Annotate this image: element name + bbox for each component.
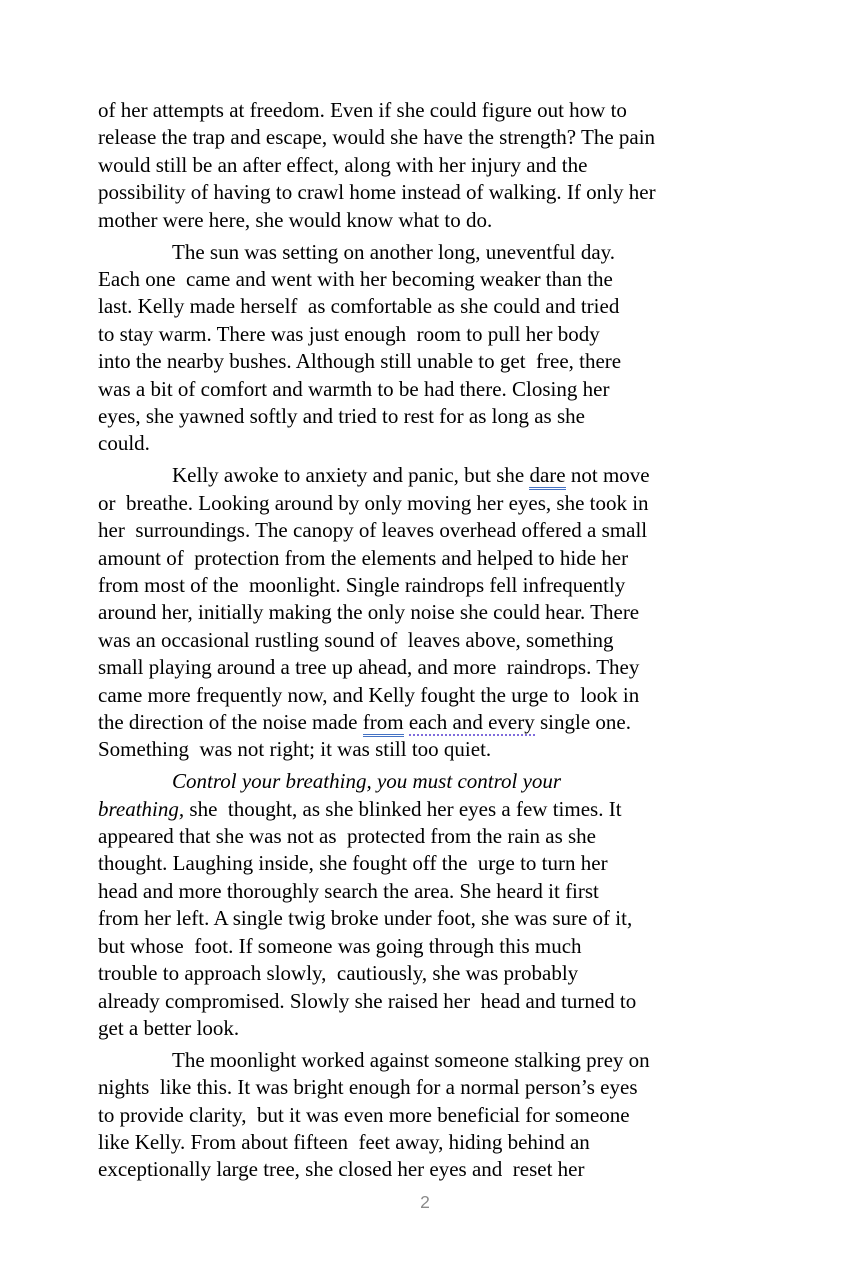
text-line — [98, 517, 788, 544]
text-line — [98, 179, 788, 206]
text-segment: thought. Laughing inside, she fought off the urge to turn her — [98, 851, 608, 876]
text-line — [98, 1156, 788, 1183]
text-segment: could. — [98, 431, 150, 456]
text-line — [98, 709, 788, 736]
text-segment: to stay warm. There was just enough room to pull her body — [98, 321, 600, 346]
text-segment: she thought, as she blinked her eyes a few times. It — [184, 796, 622, 821]
text-segment: eyes, she yawned softly and tried to rest for as long as she — [98, 403, 585, 428]
text-line — [98, 124, 788, 151]
page-text-content — [98, 97, 788, 1188]
text-segment: like Kelly. From about fifteen feet away, hiding behind an — [98, 1130, 590, 1155]
text-line — [98, 905, 788, 932]
italic-text: breathing, — [98, 796, 185, 821]
text-line — [98, 293, 788, 320]
text-segment: from her left. A single twig broke under foot, she was sure of it, — [98, 906, 633, 931]
text-segment: head and more thoroughly search the area. She heard it first — [98, 878, 599, 903]
text-line — [98, 462, 788, 489]
text-segment: The moonlight worked against someone stalking prey on — [172, 1047, 650, 1072]
text-line — [98, 796, 788, 823]
text-line — [98, 348, 788, 375]
text-segment: possibility of having to crawl home instead of walking. If only her — [98, 180, 656, 205]
text-line — [98, 207, 788, 234]
text-line — [98, 823, 788, 850]
text-line — [98, 654, 788, 681]
text-line — [98, 850, 788, 877]
text-segment: last. Kelly made herself as comfortable as she could and tried — [98, 294, 620, 319]
text-line — [98, 768, 788, 795]
text-segment: was an occasional rustling sound of leaves above, something — [98, 627, 614, 652]
text-line — [98, 1102, 788, 1129]
text-segment: nights like this. It was bright enough for a normal person’s eyes — [98, 1075, 638, 1100]
text-line — [98, 1047, 788, 1074]
text-segment: was a bit of comfort and warmth to be had there. Closing her — [98, 376, 610, 401]
text-line — [98, 266, 788, 293]
text-line — [98, 960, 788, 987]
text-segment: trouble to approach slowly, cautiously, she was probably — [98, 961, 579, 986]
text-line — [98, 599, 788, 626]
word-choice-underline: each and every — [408, 709, 535, 734]
paragraph — [98, 1047, 788, 1184]
text-line — [98, 1129, 788, 1156]
grammar-check-underline: dare — [529, 463, 565, 490]
paragraph — [98, 768, 788, 1042]
text-segment: to provide clarity, but it was even more beneficial for someone — [98, 1102, 630, 1127]
italic-text: Control your breathing, you must control your — [172, 769, 562, 794]
text-segment: came more frequently now, and Kelly fought the urge to look in — [98, 682, 640, 707]
text-line — [98, 572, 788, 599]
text-line — [98, 490, 788, 517]
text-segment: already compromised. Slowly she raised her head and turned to — [98, 988, 637, 1013]
text-line — [98, 736, 788, 763]
text-line — [98, 627, 788, 654]
page-number: 2 — [420, 1192, 430, 1212]
text-line — [98, 988, 788, 1015]
text-line — [98, 545, 788, 572]
text-segment: or breathe. Looking around by only moving her eyes, she took in — [98, 490, 649, 515]
text-line — [98, 1074, 788, 1101]
text-segment: mother were here, she would know what to do. — [98, 207, 493, 232]
text-segment: but whose foot. If someone was going through this much — [98, 933, 582, 958]
text-line — [98, 933, 788, 960]
text-line — [98, 152, 788, 179]
text-segment: the direction of the noise made — [98, 709, 363, 734]
text-segment: single one. — [534, 709, 631, 734]
text-segment: Kelly awoke to anxiety and panic, but she — [172, 463, 530, 488]
text-segment: Something was not right; it was still too quiet. — [98, 737, 492, 762]
paragraph — [98, 239, 788, 458]
paragraph — [98, 462, 788, 763]
text-line — [98, 403, 788, 430]
text-segment: exceptionally large tree, she closed her eyes and reset her — [98, 1157, 585, 1182]
text-segment: small playing around a tree up ahead, and more raindrops. They — [98, 655, 640, 680]
paragraph — [98, 97, 788, 234]
text-segment: would still be an after effect, along with her injury and the — [98, 152, 588, 177]
grammar-check-underline: from — [363, 710, 404, 737]
text-segment: around her, initially making the only noise she could hear. There — [98, 600, 640, 625]
text-segment: her surroundings. The canopy of leaves overhead offered a small — [98, 518, 648, 543]
text-segment: Each one came and went with her becoming weaker than the — [98, 266, 613, 291]
text-segment: amount of protection from the elements and helped to hide her — [98, 545, 629, 570]
text-line — [98, 321, 788, 348]
text-line — [98, 239, 788, 266]
text-line — [98, 1015, 788, 1042]
text-line — [98, 376, 788, 403]
text-segment: get a better look. — [98, 1015, 240, 1040]
text-line — [98, 878, 788, 905]
text-segment: from most of the moonlight. Single raindrops fell infrequently — [98, 572, 626, 597]
text-segment: release the trap and escape, would she have the strength? The pain — [98, 125, 656, 150]
text-segment: appeared that she was not as protected from the rain as she — [98, 824, 596, 849]
text-segment: of her attempts at freedom. Even if she could figure out how to — [98, 98, 627, 122]
text-line — [98, 682, 788, 709]
text-line — [98, 97, 788, 124]
text-segment: not move — [565, 463, 650, 488]
text-line — [98, 430, 788, 457]
text-segment: into the nearby bushes. Although still unable to get free, there — [98, 349, 622, 374]
text-segment: The sun was setting on another long, uneventful day. — [172, 239, 616, 264]
